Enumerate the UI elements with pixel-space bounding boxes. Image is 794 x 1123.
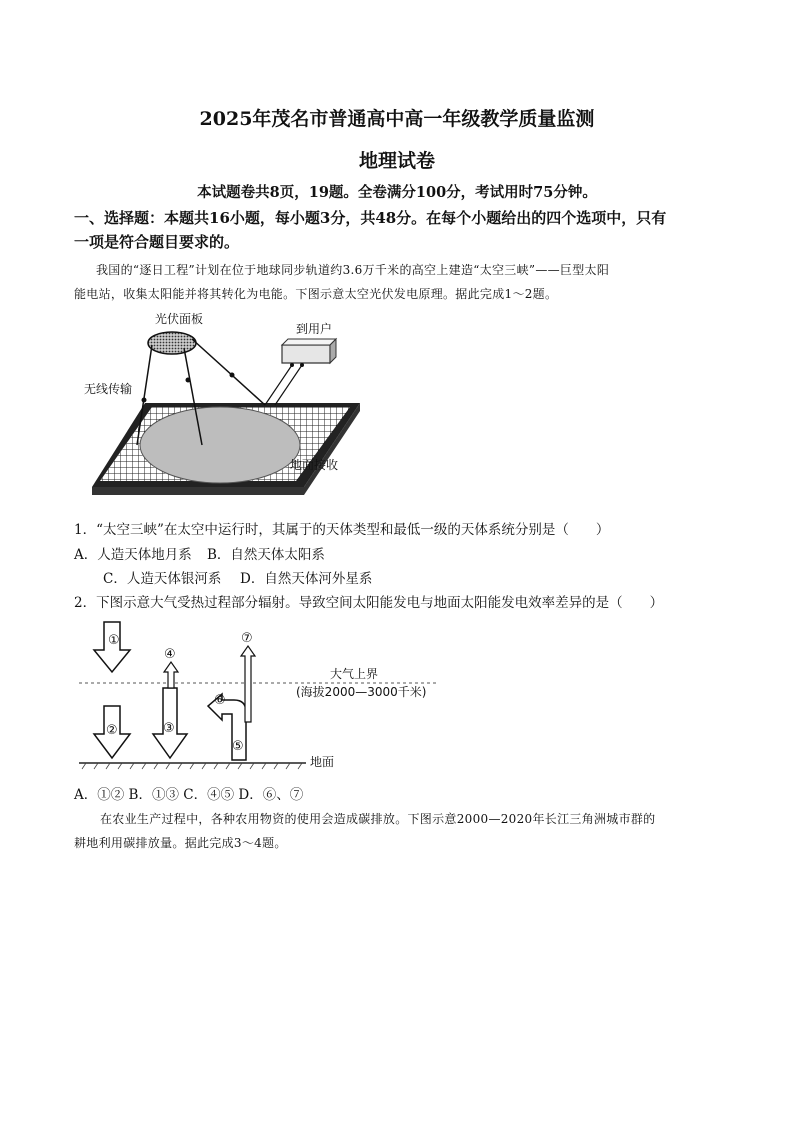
label-wireless: 无线传输 xyxy=(84,382,133,396)
section1-header-line2: 一项是符合题目要求的。 xyxy=(74,233,240,251)
label-n1: ① xyxy=(108,633,120,648)
label-n7: ⑦ xyxy=(241,631,253,646)
label-ground: 地面 xyxy=(310,755,335,769)
label-n2: ② xyxy=(106,723,118,738)
passage2-line1: 在农业生产过程中，各种农用物资的使用会造成碳排放。下图示意2000—2020年长江三角洲城市群的 xyxy=(100,812,656,826)
arrow-4-up-icon xyxy=(164,662,178,688)
solar-panel-icon xyxy=(148,332,196,354)
label-solar-panel: 光伏面板 xyxy=(155,312,204,326)
label-upper-atmosphere: 大气上界 xyxy=(330,667,379,681)
q2-options: A．①② B．①③ C．④⑤ D．⑥、⑦ xyxy=(74,787,304,803)
figure-atmosphere-radiation xyxy=(74,612,494,777)
label-n4: ④ xyxy=(164,647,176,662)
passage1-line2: 能电站，收集太阳能并将其转化为电能。下图示意太空光伏发电原理。据此完成1～2题。 xyxy=(74,287,558,301)
q2-stem: 2．下图示意大气受热过程部分辐射。导致空间太阳能发电与地面太阳能发电效率差异的是（ ） xyxy=(74,595,664,611)
passage1-line1: 我国的“逐日工程”计划在位于地球同步轨道约3.6万千米的高空上建造“太空三峡”——巨型太阳 xyxy=(96,263,610,277)
q1-option-d: D．自然天体河外星系 xyxy=(240,571,373,587)
label-n3: ③ xyxy=(163,721,175,736)
receiving-area xyxy=(140,407,300,483)
figure-space-solar xyxy=(60,305,380,510)
label-to-user: 到用户 xyxy=(296,322,333,336)
passage2-line2: 耕地利用碳排放量。据此完成3～4题。 xyxy=(74,836,287,850)
q1-option-b: B．自然天体太阳系 xyxy=(207,547,325,563)
user-building-icon xyxy=(282,345,330,363)
q1-option-c: C．人造天体银河系 xyxy=(103,571,222,587)
label-n6: ⑥ xyxy=(214,693,226,708)
section1-header-line1: 一、选择题：本题共16小题，每小题3分，共48分。在每个小题给出的四个选项中，只有 xyxy=(74,209,667,227)
label-n5: ⑤ xyxy=(232,739,244,754)
label-upper-altitude: (海拔2000—3000千米) xyxy=(296,685,427,699)
q1-option-a: A．人造天体地月系 xyxy=(74,547,192,563)
exam-title: 2025年茂名市普通高中高一年级教学质量监测 xyxy=(199,108,595,130)
exam-info: 本试题卷共8页，19题。全卷满分100分，考试用时75分钟。 xyxy=(197,184,597,201)
label-ground-receive: 地面接收 xyxy=(290,458,339,472)
q1-stem: 1．“太空三峡”在太空中运行时，其属于的天体类型和最低一级的天体系统分别是（ ） xyxy=(74,522,610,538)
exam-subject: 地理试卷 xyxy=(358,150,435,172)
